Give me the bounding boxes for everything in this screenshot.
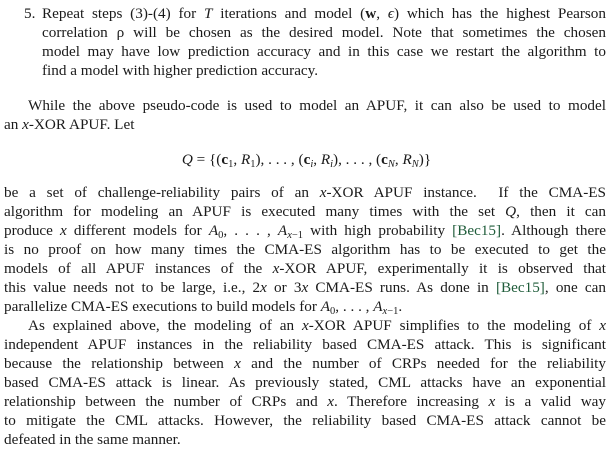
citation-link[interactable]: [Bec15] (495, 279, 545, 296)
paragraph-3-line-3: because the relationship between x and the number of CRPs needed for the reliability (4, 355, 606, 372)
equation-set-q: $Q = \{(c_1$, $R_1$), . . . , ($c_i$, $R_i$), . . . , ($c_N$, $R_N$)} (181, 151, 432, 170)
paragraph-2-line-6: this value needs not to be large, i.e., 2x or 3x CMA-ES runs. As done in [Bec15], one can (4, 279, 606, 296)
paragraph-2-line-5: models of all APUF instances of the x-XOR APUF, experimentally it is observed that (4, 260, 606, 277)
paragraph-1-line-1: While the above pseudo-code is used to model an APUF, it can also be used to model (28, 97, 606, 114)
paragraph-3-line-7: defeated in the same manner. (4, 431, 181, 448)
list-item-line-4: find a model with higher prediction accuracy. (42, 62, 319, 79)
paragraph-3-line-2: independent APUF instances in the reliability based CMA-ES attack. This is significant (4, 336, 606, 353)
citation-link[interactable]: [Bec15] (452, 222, 502, 239)
paragraph-2-line-7: parallelize CMA-ES executions to build models for $A_0$, . . . , $A_{x-1}$. (4, 298, 403, 317)
paragraph-3-line-5: relationship between the number of CRPs and x. Therefore increasing x is a valid way (4, 393, 606, 410)
paragraph-2-line-4: is no proof on how many times the CMA-ES algorithm has to be executed to get the (4, 241, 606, 258)
paragraph-2-line-2: algorithm for modeling an APUF is executed many times with the set Q, then it can (4, 203, 606, 220)
paragraph-2-line-1: be a set of challenge-reliability pairs of an x-XOR APUF instance. If the CMA-ES (4, 184, 606, 201)
list-item-line-3: model may have low prediction accuracy and in this case we restart the algorithm to (42, 43, 606, 60)
paragraph-3-line-6: to mitigate the CML attacks. However, the reliability based CMA-ES attack cannot be (4, 412, 606, 429)
paragraph-2-line-3: produce x different models for $A_0$, . . . , $A_{x-1}$ with high probability [Bec15]. Although there (4, 222, 606, 241)
list-item-line-1: Repeat steps (3)-(4) for T iterations and model (w, ϵ) which has the highest Pearson (42, 5, 606, 22)
paragraph-1-line-2: an x-XOR APUF. Let (4, 116, 135, 133)
paragraph-3-line-1: As explained above, the modeling of an x-XOR APUF simplifies to the modeling of x (28, 317, 607, 334)
list-item-line-2: correlation ρ will be chosen as the desired model. Note that sometimes the chosen (42, 24, 606, 41)
paragraph-3-line-4: based CMA-ES attack is linear. As previously stated, CML attacks have an exponential (4, 374, 606, 391)
list-number: 5. (24, 5, 36, 22)
